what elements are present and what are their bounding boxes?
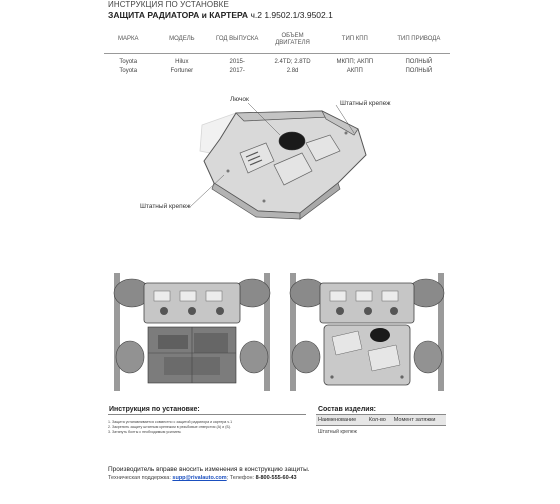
underbody-photo-before bbox=[108, 265, 276, 393]
product-name: ЗАЩИТА РАДИАТОРА и КАРТЕРА bbox=[108, 10, 249, 20]
manufacturer-notice: Производитель вправе вносить изменения в конструкцию защиты. bbox=[108, 466, 310, 473]
cell-brand: Toyota bbox=[119, 67, 138, 74]
col-drive: ТИП ПРИВОДА bbox=[388, 27, 450, 53]
col-model: МОДЕЛЬ bbox=[152, 27, 211, 53]
cell-engine: 2.4TD; 2.8TD bbox=[274, 58, 311, 65]
doc-type-label: ИНСТРУКЦИЯ ПО УСТАНОВКЕ bbox=[108, 0, 229, 9]
cell-drive: ПОЛНЫЙ bbox=[405, 67, 433, 74]
instruction-step: 3. Затянуть болты с необходимым усилием. bbox=[108, 430, 182, 434]
cell-model: Fortuner bbox=[170, 67, 194, 74]
cell-gearbox: АКПП bbox=[346, 67, 363, 74]
support-phone: 8-800-555-60-43 bbox=[255, 475, 297, 481]
document-footer bbox=[108, 465, 508, 482]
underbody-after-illustration bbox=[284, 265, 450, 393]
instruction-step: 2. Закрепить защиту штатным крепежом в резьбовые отверстия (А) и (Б). bbox=[108, 425, 231, 429]
product-title bbox=[108, 9, 560, 21]
parts-header-row bbox=[316, 415, 446, 426]
cell-brand: Toyota bbox=[119, 58, 138, 65]
cell-quantity bbox=[367, 426, 392, 439]
cell-model: Hilux bbox=[175, 58, 189, 65]
underbody-photo-after bbox=[284, 265, 450, 393]
col-quantity: Кол-во bbox=[367, 415, 392, 426]
spec-table-header-row bbox=[104, 27, 450, 53]
instruction-step: 1. Защита устанавливается совместно с защитой радиатора и картера ч.1 bbox=[108, 420, 233, 424]
cell-part-name: Штатный крепеж bbox=[318, 429, 357, 435]
phone-label: ; Телефон: bbox=[226, 475, 255, 481]
underbody-before-illustration bbox=[108, 265, 276, 393]
callout-mount-top: Штатный крепеж bbox=[340, 100, 391, 107]
cell-gearbox: МКПП; АКПП bbox=[336, 58, 374, 65]
table-row bbox=[316, 426, 446, 439]
table-row bbox=[104, 53, 450, 67]
cell-torque bbox=[392, 426, 446, 439]
callout-hatch: Лючок bbox=[230, 96, 249, 103]
table-row bbox=[104, 67, 450, 76]
cell-drive: ПОЛНЫЙ bbox=[405, 58, 433, 65]
support-label: Техническая поддержка: bbox=[108, 475, 171, 481]
cell-year: 2015- bbox=[229, 58, 245, 65]
col-brand: МАРКА bbox=[104, 27, 152, 53]
support-email-link[interactable]: supp@rivalauto.com bbox=[172, 475, 227, 481]
callout-mount-left: Штатный крепеж bbox=[140, 203, 191, 210]
parts-title: Состав изделия: bbox=[318, 406, 376, 413]
support-line bbox=[108, 474, 508, 482]
instructions-title: Инструкция по установке: bbox=[109, 406, 200, 413]
parts-table bbox=[316, 414, 446, 438]
cell-year: 2017- bbox=[229, 67, 245, 74]
document-header bbox=[108, 0, 560, 21]
col-gearbox: ТИП КПП bbox=[322, 27, 388, 53]
col-torque: Момент затяжки bbox=[392, 415, 446, 426]
instructions-box bbox=[108, 414, 306, 454]
cell-engine: 2.8d bbox=[286, 67, 299, 74]
col-engine: ОБЪЕМ ДВИГАТЕЛЯ bbox=[263, 27, 322, 53]
col-year: ГОД ВЫПУСКА bbox=[211, 27, 263, 53]
skid-plate-drawing bbox=[140, 95, 410, 225]
vehicle-spec-table bbox=[104, 27, 450, 76]
product-codes: ч.2 1.9502.1/3.9502.1 bbox=[250, 10, 333, 20]
col-part-name: Наименование bbox=[316, 415, 367, 426]
